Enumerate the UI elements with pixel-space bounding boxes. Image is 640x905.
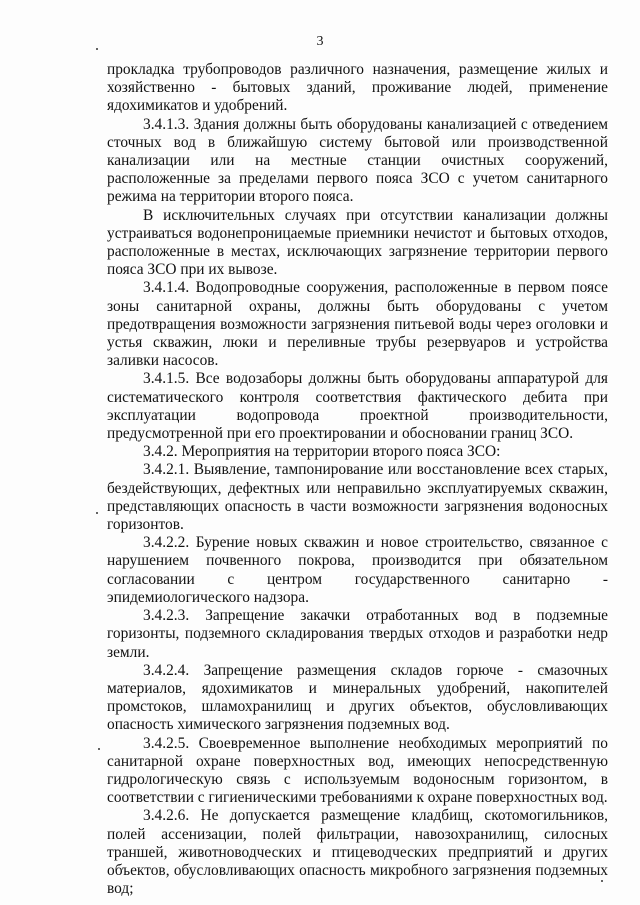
- paragraph-3-4-1-5: 3.4.1.5. Все водозаборы должны быть оборудованы аппаратурой для систематического контроля соответствия фактического дебита при эксплуатации водопровода проектной производительности, предусмотренной при его проектировании и обосновании границ ЗСО.: [107, 370, 608, 443]
- paragraph-3-4-2: 3.4.2. Мероприятия на территории второго пояса ЗСО:: [143, 443, 501, 461]
- scan-speck: [96, 48, 98, 50]
- page-number: 3: [316, 34, 324, 49]
- document-body: [107, 61, 608, 898]
- paragraph-3-4-2-2: 3.4.2.2. Бурение новых скважин и новое строительство, связанное с нарушением почвенного покрова, производится при обязательном согласовании с центром государственного санитарно - эпидемиологического надзора.: [107, 534, 608, 606]
- paragraph-3-4-2-5: 3.4.2.5. Своевременное выполнение необходимых мероприятий по санитарной охране поверхностных вод, имеющих непосредственную гидрологическую связь с используемым водоносным горизонтом, в соответствии с гигиеническими требованиями к охране поверхностных вод.: [107, 734, 608, 807]
- paragraph-continuation: прокладка трубопроводов различного назначения, размещение жилых и хозяйственно - бытовых зданий, проживание людей, применение ядохимикатов и удобрений.: [107, 61, 608, 115]
- paragraph-3-4-2-1: 3.4.2.1. Выявление, тампонирование или восстановление всех старых, бездействующих, дефектных или неправильно эксплуатируемых скважин, представляющих опасность в части возможности загрязнения водоносных горизонтов.: [107, 461, 608, 534]
- paragraph-3-4-2-6: 3.4.2.6. Не допускается размещение кладбищ, скотомогильников, полей ассенизации, полей фильтрации, навозохранилищ, силосных траншей, животноводческих и птицеводческих предприятий и других объектов, обусловливающих опасность микробного загрязнения подземных вод;: [107, 807, 608, 898]
- scan-speck: [96, 512, 98, 514]
- scan-speck: [601, 880, 603, 882]
- paragraph-3-4-2-4: 3.4.2.4. Запрещение размещения складов горюче - смазочных материалов, ядохимикатов и минеральных удобрений, накопителей промстоков, шламохранилищ и других объектов, обусловливающих опасность химического загрязнения подземных вод.: [107, 661, 608, 734]
- paragraph-3-4-2-3: 3.4.2.3. Запрещение закачки отработанных вод в подземные горизонты, подземного складирования твердых отходов и разработки недр земли.: [107, 607, 608, 661]
- paragraph-3-4-1-4: 3.4.1.4. Водопроводные сооружения, расположенные в первом поясе зоны санитарной охраны, должны быть оборудованы с учетом предотвращения возможности загрязнения питьевой воды через оголовки и устья скважин, люки и переливные трубы резервуаров и устройства заливки насосов.: [107, 279, 608, 370]
- paragraph-exceptional-cases: В исключительных случаях при отсутствии канализации должны устраиваться водонепроницаемые приемники нечистот и бытовых отходов, расположенные в местах, исключающих загрязнение территории первого пояса ЗСО при их вывозе.: [107, 206, 608, 279]
- scan-speck: [98, 748, 100, 750]
- paragraph-3-4-1-3: 3.4.1.3. Здания должны быть оборудованы канализацией с отведением сточных вод в ближайшую систему бытовой или производственной канализации или на местные станции очистных сооружений, расположенные за пределами первого пояса ЗСО с учетом санитарного режима на территории второго пояса.: [107, 115, 608, 206]
